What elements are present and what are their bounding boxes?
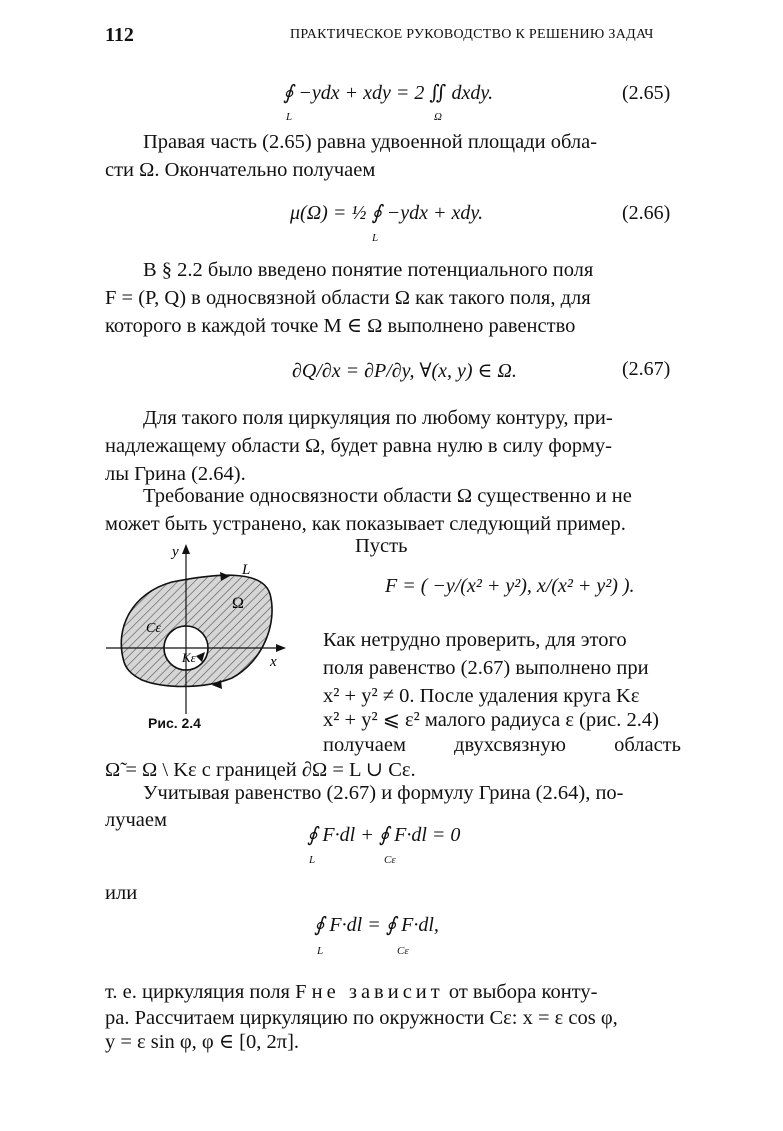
x-axis-arrow (276, 644, 286, 652)
figure-2-4 (102, 538, 298, 718)
equation-circulation-equal: ∮ F·dl = ∮ F·dl, (314, 914, 439, 936)
paragraph-8-line-1 (105, 978, 597, 1006)
equation-circulation-sum: ∮ F·dl + ∮ F·dl = 0 (307, 824, 461, 846)
paragraph-5-line-5: получаем двухсвязную область (323, 734, 681, 756)
page-number: 112 (105, 24, 134, 46)
paragraph-5-line-6: Ω̃ = Ω \ Kε с границей ∂Ω = L ∪ Cε. (105, 759, 416, 781)
figure-label-y: y (172, 544, 179, 560)
paragraph-5-line-2: поля равенство (2.67) выполнено при (323, 657, 649, 679)
running-title: ПРАКТИЧЕСКОЕ РУКОВОДСТВО К РЕШЕНИЮ ЗАДАЧ (290, 27, 654, 42)
paragraph-6-line-1: Учитывая равенство (2.67) и формулу Грина (2.64), по- (143, 782, 624, 804)
equation-2-65-number: (2.65) (622, 82, 671, 104)
figure-label-x: x (270, 654, 277, 670)
equation-vector-field: F = ( −y/(x² + y²), x/(x² + y²) ). (385, 575, 635, 597)
paragraph-3-line-3: лы Грина (2.64). (105, 463, 246, 485)
figure-label-l: L (242, 562, 251, 578)
equation-2-65-region-sub: Ω (434, 111, 442, 123)
paragraph-8-line-1-start: т. е. циркуляция поля F (105, 981, 307, 1003)
equation-2-67-number: (2.67) (622, 358, 671, 380)
equation-equal-sub-l: L (317, 945, 324, 957)
equation-2-65: ∮ −ydx + xdy = 2 ∬ dxdy. (283, 82, 494, 104)
paragraph-3-line-2: надлежащему области Ω, будет равна нулю в силу форму- (105, 435, 612, 457)
equation-sum-sub-l: L (309, 854, 316, 866)
figure-label-k: Kε (182, 650, 196, 665)
paragraph-5-line-3: x² + y² ≠ 0. После удаления круга Kε (323, 685, 640, 707)
paragraph-1-line-2: сти Ω. Окончательно получаем (105, 159, 376, 181)
equation-2-67: ∂Q/∂x = ∂P/∂y, ∀(x, y) ∈ Ω. (292, 360, 517, 382)
y-axis-arrow (182, 544, 190, 554)
paragraph-7-line-1: или (105, 882, 138, 904)
paragraph-8-emphasis: не зависит (311, 981, 444, 1003)
equation-2-66-number: (2.66) (622, 202, 671, 224)
equation-2-66: μ(Ω) = ½ ∮ −ydx + xdy. (290, 202, 484, 224)
figure-caption: Рис. 2.4 (148, 715, 201, 731)
figure-label-omega: Ω (232, 595, 244, 612)
paragraph-2-line-2: F = (P, Q) в односвязной области Ω как такого поля, для (105, 287, 591, 309)
paragraph-2-line-3: которого в каждой точке M ∈ Ω выполнено равенство (105, 315, 576, 337)
equation-2-65-contour-sub: L (286, 111, 293, 123)
paragraph-5-line-1: Как нетрудно проверить, для этого (323, 629, 627, 651)
paragraph-8-line-2: ра. Рассчитаем циркуляцию по окружности Cε: x = ε cos φ, (105, 1007, 618, 1029)
figure-label-c: Cε (146, 621, 161, 636)
paragraph-8-line-3: y = ε sin φ, φ ∈ [0, 2π]. (105, 1031, 300, 1053)
paragraph-8-line-1-end: от выбора конту- (448, 981, 598, 1003)
paragraph-3-line-1: Для такого поля циркуляция по любому контуру, при- (143, 407, 613, 429)
paragraph-4-line-2: может быть устранено, как показывает следующий пример. (105, 513, 626, 535)
paragraph-2-line-1: В § 2.2 было введено понятие потенциального поля (143, 259, 594, 281)
paragraph-5-line-4: x² + y² ⩽ ε² малого радиуса ε (рис. 2.4) (323, 709, 659, 731)
equation-sum-sub-c: Cε (384, 854, 396, 866)
paragraph-4-line-3: Пусть (355, 535, 408, 557)
equation-2-66-contour-sub: L (372, 232, 379, 244)
paragraph-6-line-2: лучаем (105, 809, 167, 831)
equation-equal-sub-c: Cε (397, 945, 409, 957)
paragraph-1-line-1: Правая часть (2.65) равна удвоенной площади обла- (143, 131, 598, 153)
paragraph-4-line-1: Требование односвязности области Ω существенно и не (143, 485, 632, 507)
